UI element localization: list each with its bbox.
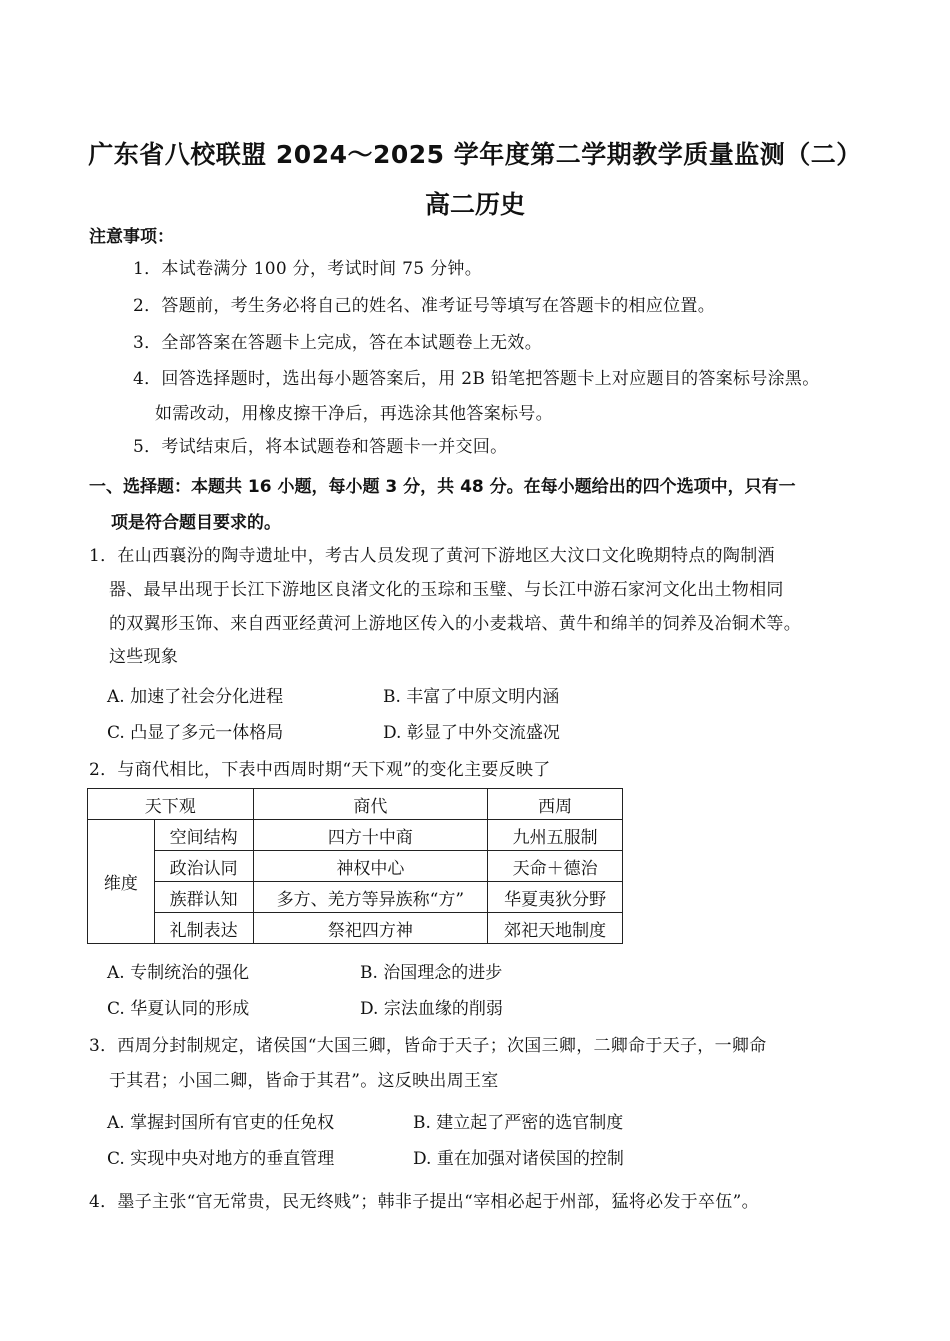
question-3-text: 于其君；小国二卿，皆命于其君”。这反映出周王室 [109, 1071, 499, 1091]
subject-title: 高二历史 [424, 190, 525, 219]
question-1-option-a[interactable]: A. 加速了社会分化进程 [107, 687, 284, 707]
notice-item-continued: 如需改动，用橡皮擦干净后，再选涂其他答案标号。 [155, 404, 553, 424]
notice-item: 5．考试结束后，将本试题卷和答题卡一并交回。 [133, 437, 508, 457]
table-cell: 政治认同 [154, 851, 253, 882]
table-group-label: 维度 [88, 820, 155, 944]
table-cell: 郊祀天地制度 [488, 913, 623, 944]
table-cell: 礼制表达 [154, 913, 253, 944]
table-cell: 祭祀四方神 [253, 913, 488, 944]
question-2-option-c[interactable]: C. 华夏认同的形成 [107, 999, 250, 1019]
table-cell: 族群认知 [154, 882, 253, 913]
question-2-option-a[interactable]: A. 专制统治的强化 [107, 963, 250, 983]
question-3-text: 3．西周分封制规定，诸侯国“大国三卿，皆命于天子；次国三卿，二卿命于天子，一卿命 [89, 1036, 767, 1056]
section-heading-continued: 项是符合题目要求的。 [111, 513, 281, 533]
table-cell: 天命＋德治 [488, 851, 623, 882]
question-2-option-b[interactable]: B. 治国理念的进步 [360, 963, 503, 983]
table-cell: 九州五服制 [488, 820, 623, 851]
table-cell: 华夏夷狄分野 [488, 882, 623, 913]
question-3-option-d[interactable]: D. 重在加强对诸侯国的控制 [413, 1149, 624, 1169]
exam-title: 广东省八校联盟 2024～2025 学年度第二学期教学质量监测（二） [88, 140, 862, 169]
table-cell: 多方、羌方等异族称“方” [253, 882, 488, 913]
table-cell: 四方十中商 [253, 820, 488, 851]
question-1-option-c[interactable]: C. 凸显了多元一体格局 [107, 723, 284, 743]
table-header: 西周 [488, 789, 623, 820]
table-cell: 神权中心 [253, 851, 488, 882]
table-row [88, 913, 623, 944]
question-4-text: 4．墨子主张“官无常贵，民无终贱”；韩非子提出“宰相必起于州部，猛将必发于卒伍”。 [89, 1192, 759, 1212]
question-2-option-d[interactable]: D. 宗法血缘的削弱 [360, 999, 503, 1019]
question-3-option-a[interactable]: A. 掌握封国所有官吏的任免权 [107, 1113, 335, 1133]
table-header: 商代 [253, 789, 488, 820]
question-1-option-b[interactable]: B. 丰富了中原文明内涵 [383, 687, 560, 707]
question-3-option-c[interactable]: C. 实现中央对地方的垂直管理 [107, 1149, 335, 1169]
question-1-text: 这些现象 [109, 647, 179, 667]
section-heading: 一、选择题：本题共 16 小题，每小题 3 分，共 48 分。在每小题给出的四个选项中，只有一 [89, 477, 796, 497]
question-1-text: 器、最早出现于长江下游地区良渚文化的玉琮和玉璧、与长江中游石家河文化出土物相同 [109, 580, 784, 600]
table-row [88, 851, 623, 882]
question-1-option-d[interactable]: D. 彰显了中外交流盛况 [383, 723, 560, 743]
notice-item: 2．答题前，考生务必将自己的姓名、准考证号等填写在答题卡的相应位置。 [133, 296, 716, 316]
question-3-option-b[interactable]: B. 建立起了严密的选官制度 [413, 1113, 624, 1133]
notice-item: 4．回答选择题时，选出每小题答案后，用 2B 铅笔把答题卡上对应题目的答案标号涂黑。 [133, 369, 820, 389]
notice-heading: 注意事项： [89, 227, 174, 247]
table-row [88, 820, 623, 851]
table-row [88, 882, 623, 913]
question-1-text: 1．在山西襄汾的陶寺遗址中，考古人员发现了黄河下游地区大汶口文化晚期特点的陶制酒 [89, 546, 775, 566]
question-1-text: 的双翼形玉饰、来自西亚经黄河上游地区传入的小麦栽培、黄牛和绵羊的饲养及冶铜术等。 [109, 614, 801, 634]
question-2-text: 2．与商代相比，下表中西周时期“天下观”的变化主要反映了 [89, 760, 551, 780]
notice-item: 3．全部答案在答题卡上完成，答在本试题卷上无效。 [133, 333, 543, 353]
table-cell: 空间结构 [154, 820, 253, 851]
table-header-row [88, 789, 623, 820]
tianxia-table [87, 788, 623, 944]
table-header: 天下观 [88, 789, 254, 820]
notice-item: 1．本试卷满分 100 分，考试时间 75 分钟。 [133, 259, 483, 279]
